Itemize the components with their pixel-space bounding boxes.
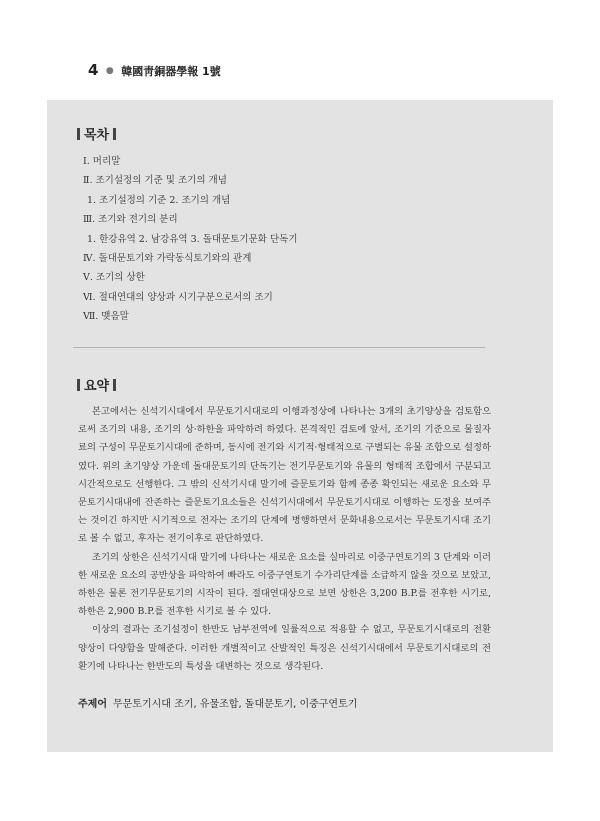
abstract-paragraph: 이상의 결과는 조기설정이 한반도 남부전역에 일률적으로 적용할 수 없고, 무문토기시대로의 전환양상이 다양함을 말해준다. 이러한 개별적이고 산발적인 특징은 신석기시대에서 무문토기시대로의 전환기에 나타나는 한반도의 특성을 대변하는 것으로 생각된다.: [78, 624, 491, 672]
summary-panel: [47, 100, 553, 752]
abstract-paragraph: 조기의 상한은 신석기시대 말기에 나타나는 새로운 요소를 실마리로 이중구연토기의 3 단계와 이러한 새로운 요소의 공반상을 파악하여 빠라도 이중구연토기 수가리단계를 소급하지 않을 것으로 보았고, 하한은 물론 전기무문토기의 시작이 된다. 절대연대상으로 보면 상한은 3,200 B.P.를 전후한 시기로, 하한은 2,900 B.P.를 전후한 시기로 볼 수 있다.: [78, 551, 491, 618]
toc-item: Ⅵ. 절대연대의 양상과 시기구분으로서의 조기: [83, 291, 273, 303]
toc-item: Ⅰ. 머리말: [83, 156, 121, 167]
heading-bar-icon: [77, 379, 80, 391]
page-number: 4: [88, 61, 99, 79]
toc-item: Ⅳ. 돌대문토기와 가락동식토기와의 관계: [83, 253, 252, 265]
toc-title: 목차: [84, 128, 110, 143]
abstract-body: [78, 403, 491, 676]
divider: [73, 347, 485, 348]
bullet-icon: ●: [105, 66, 114, 76]
heading-bar-icon: [77, 128, 80, 140]
toc-subitem: 1. 한강유역 2. 남강유역 3. 돌대문토기문화 단독기: [87, 233, 298, 245]
toc-item: Ⅲ. 조기와 전기의 분리: [83, 214, 178, 226]
keywords-value: 무문토기시대 조기, 유물조합, 돌대문토기, 이중구연토기: [112, 699, 358, 710]
table-of-contents: [83, 152, 298, 327]
abstract-paragraph: 본고에서는 신석기시대에서 무문토기시대로의 이행과정상에 나타나는 3개의 초기양상을 검토함으로써 조기의 내용, 조기의 상·하한을 파악하려 하였다. 본격적인 검토에 앞서, 조기의 기준으로 물질자료의 구성이 무문토기시대에 준하며, 동시에 전기와 시기적·형태적으로 구별되는 유물 조합으로 설정하였다. 위의 초기양상 가운데 돌대문토기의 단독기는 전기무문토기와 유물의 형태적 조합에서 구분되고 시간적으로도 선행한다. 그 밖의 신석기시대 말기에 즐문토기와 함께 종종 확인되는 새로운 요소와 무문토기시대내에 잔존하는 즐문토기요소들은 신석기시대에서 무문토기시대로 이행하는 도정을 보여주는 것이긴 하지만 시기적으로 전자는 조기의 단계에 병행하면서 문화내용으로서는 무문토기시대 조기로 볼 수 없고, 후자는 전기이후로 판단하였다.: [78, 406, 491, 545]
running-head: [88, 61, 221, 79]
toc-item: Ⅶ. 맺음말: [83, 311, 129, 323]
heading-bar-icon: [113, 379, 116, 391]
keywords-label: 주제어: [78, 699, 107, 710]
toc-heading: [73, 124, 120, 143]
journal-title: 韓國靑銅器學報 1號: [121, 65, 221, 78]
abstract-heading: [73, 375, 120, 394]
abstract-title: 요약: [84, 379, 110, 394]
heading-bar-icon: [113, 128, 116, 140]
toc-subitem: 1. 조기설정의 기준 2. 조기의 개념: [87, 194, 231, 206]
toc-item: Ⅱ. 조기설정의 기준 및 조기의 개념: [83, 175, 227, 187]
keywords: [78, 695, 357, 710]
toc-item: Ⅴ. 조기의 상한: [83, 272, 145, 284]
